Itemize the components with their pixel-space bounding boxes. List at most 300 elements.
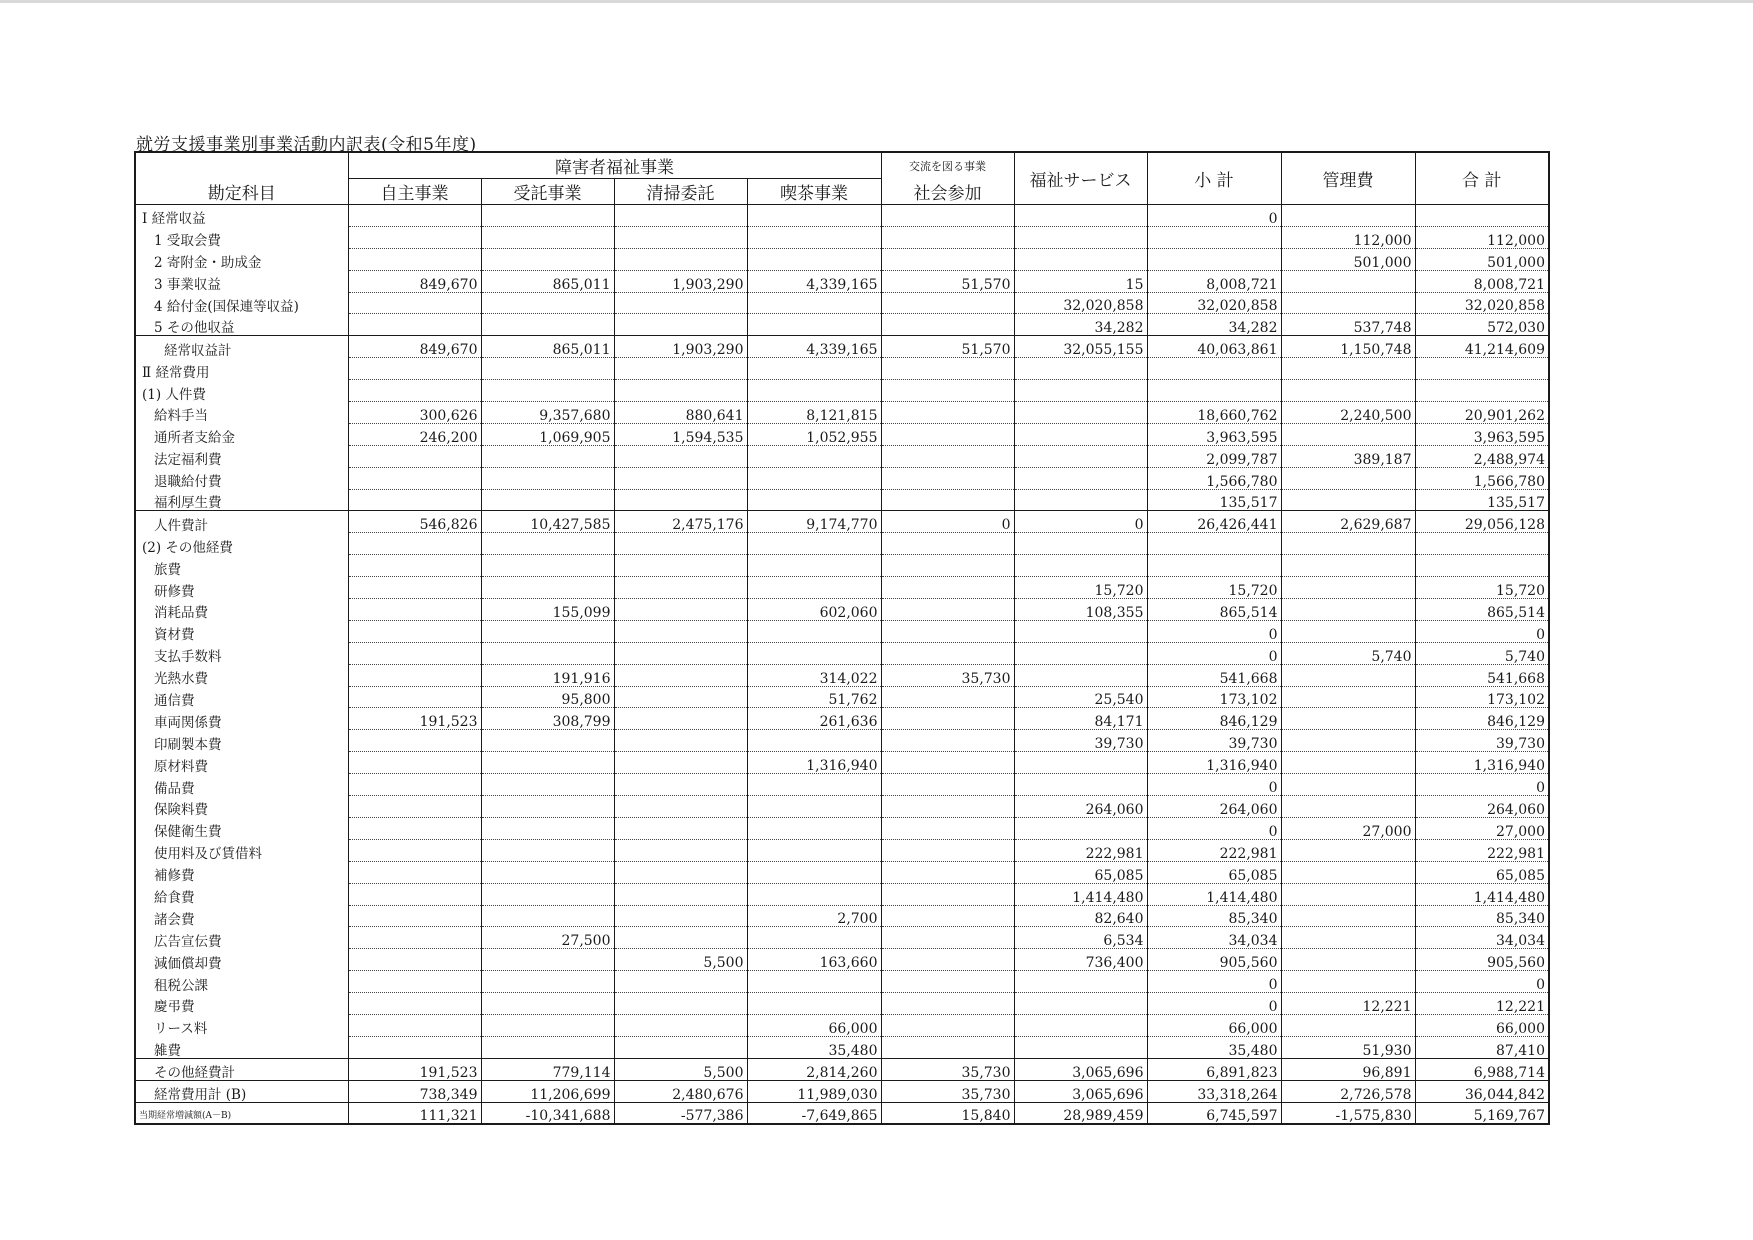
value-cell <box>614 993 747 1015</box>
row-label: 福利厚生費 <box>135 489 348 511</box>
value-cell <box>1281 927 1415 949</box>
value-cell: 0 <box>1147 205 1281 227</box>
value-cell: 314,022 <box>747 664 881 686</box>
value-cell: 27,000 <box>1415 817 1549 839</box>
value-cell <box>1281 270 1415 292</box>
value-cell: 65,085 <box>1415 861 1549 883</box>
row-label: 使用料及び賃借料 <box>135 839 348 861</box>
value-cell <box>348 577 481 599</box>
value-cell <box>481 993 614 1015</box>
value-cell <box>1014 423 1147 445</box>
table-row <box>135 511 1549 533</box>
value-cell <box>1281 1014 1415 1036</box>
value-cell: 32,020,858 <box>1014 292 1147 314</box>
row-label: Ⅱ 経常費用 <box>135 358 348 380</box>
value-cell: 34,034 <box>1147 927 1281 949</box>
table-row <box>135 226 1549 248</box>
value-cell <box>881 774 1014 796</box>
value-cell: 2,480,676 <box>614 1080 747 1102</box>
table-row <box>135 927 1549 949</box>
value-cell <box>1281 577 1415 599</box>
table-row <box>135 664 1549 686</box>
value-cell: 8,121,815 <box>747 402 881 424</box>
value-cell <box>481 774 614 796</box>
value-cell: 2,099,787 <box>1147 445 1281 467</box>
value-cell <box>1281 708 1415 730</box>
value-cell <box>614 226 747 248</box>
value-cell: 15,720 <box>1147 577 1281 599</box>
value-cell <box>1415 380 1549 402</box>
value-cell: 191,916 <box>481 664 614 686</box>
value-cell <box>881 555 1014 577</box>
value-cell <box>481 577 614 599</box>
value-cell <box>1281 686 1415 708</box>
value-cell <box>481 1036 614 1058</box>
value-cell <box>481 1014 614 1036</box>
value-cell <box>881 467 1014 489</box>
value-cell: 3,065,696 <box>1014 1058 1147 1080</box>
value-cell <box>348 1036 481 1058</box>
value-cell <box>348 949 481 971</box>
value-cell <box>1281 380 1415 402</box>
value-cell <box>614 774 747 796</box>
value-cell <box>1014 467 1147 489</box>
value-cell: 51,570 <box>881 336 1014 358</box>
value-cell <box>881 577 1014 599</box>
row-label: 車両関係費 <box>135 708 348 730</box>
value-cell <box>1014 1014 1147 1036</box>
value-cell: 1,594,535 <box>614 423 747 445</box>
value-cell: 2,726,578 <box>1281 1080 1415 1102</box>
value-cell: 572,030 <box>1415 314 1549 336</box>
value-cell <box>481 861 614 883</box>
value-cell <box>1281 664 1415 686</box>
value-cell <box>747 993 881 1015</box>
row-label: 補修費 <box>135 861 348 883</box>
row-label: 旅費 <box>135 555 348 577</box>
value-cell <box>1281 730 1415 752</box>
value-cell: 1,414,480 <box>1147 883 1281 905</box>
value-cell <box>614 752 747 774</box>
value-cell <box>348 730 481 752</box>
value-cell: 6,745,597 <box>1147 1102 1281 1124</box>
table-row <box>135 796 1549 818</box>
value-cell: 261,636 <box>747 708 881 730</box>
value-cell: 264,060 <box>1415 796 1549 818</box>
value-cell <box>1281 423 1415 445</box>
value-cell <box>481 620 614 642</box>
value-cell: 602,060 <box>747 599 881 621</box>
value-cell: 541,668 <box>1415 664 1549 686</box>
value-cell <box>747 205 881 227</box>
value-cell: 85,340 <box>1147 905 1281 927</box>
header-row-groups <box>135 152 1549 179</box>
value-cell: 12,221 <box>1415 993 1549 1015</box>
value-cell <box>348 467 481 489</box>
value-cell: 3,963,595 <box>1415 423 1549 445</box>
row-label: 人件費計 <box>135 511 348 533</box>
value-cell <box>1014 664 1147 686</box>
value-cell: 35,730 <box>881 1080 1014 1102</box>
value-cell <box>614 664 747 686</box>
value-cell <box>481 642 614 664</box>
row-label: 保険料費 <box>135 796 348 818</box>
table-row <box>135 358 1549 380</box>
value-cell: 865,011 <box>481 336 614 358</box>
value-cell <box>1415 205 1549 227</box>
row-label: 雑費 <box>135 1036 348 1058</box>
value-cell: 300,626 <box>348 402 481 424</box>
value-cell <box>1281 292 1415 314</box>
value-cell <box>614 905 747 927</box>
value-cell: 9,357,680 <box>481 402 614 424</box>
value-cell <box>747 358 881 380</box>
value-cell: 537,748 <box>1281 314 1415 336</box>
value-cell <box>614 489 747 511</box>
row-label: 保健衛生費 <box>135 817 348 839</box>
table-row <box>135 1080 1549 1102</box>
account-header <box>135 152 348 205</box>
value-cell <box>1014 1036 1147 1058</box>
value-cell <box>348 380 481 402</box>
value-cell <box>614 205 747 227</box>
value-cell: 5,169,767 <box>1415 1102 1549 1124</box>
value-cell <box>481 533 614 555</box>
value-cell: 5,500 <box>614 1058 747 1080</box>
value-cell <box>881 314 1014 336</box>
table-row <box>135 993 1549 1015</box>
value-cell <box>881 642 1014 664</box>
value-cell: 66,000 <box>1415 1014 1549 1036</box>
value-cell <box>1014 993 1147 1015</box>
row-label: Ⅰ 経常収益 <box>135 205 348 227</box>
value-cell: 5,740 <box>1415 642 1549 664</box>
value-cell <box>1014 555 1147 577</box>
value-cell <box>348 205 481 227</box>
row-label: 退職給付費 <box>135 467 348 489</box>
value-cell <box>614 358 747 380</box>
value-cell <box>348 314 481 336</box>
value-cell <box>1415 533 1549 555</box>
value-cell: 155,099 <box>481 599 614 621</box>
value-cell: 40,063,861 <box>1147 336 1281 358</box>
table-row <box>135 620 1549 642</box>
table-row <box>135 817 1549 839</box>
value-cell <box>747 555 881 577</box>
value-cell <box>1281 774 1415 796</box>
value-cell: 51,930 <box>1281 1036 1415 1058</box>
table-row <box>135 205 1549 227</box>
value-cell: 264,060 <box>1014 796 1147 818</box>
value-cell: 246,200 <box>348 423 481 445</box>
value-cell: 36,044,842 <box>1415 1080 1549 1102</box>
value-cell: 25,540 <box>1014 686 1147 708</box>
value-cell <box>481 380 614 402</box>
value-cell <box>747 796 881 818</box>
value-cell: 82,640 <box>1014 905 1147 927</box>
value-cell <box>481 226 614 248</box>
value-cell <box>881 599 1014 621</box>
row-label: 通所者支給金 <box>135 423 348 445</box>
table-row <box>135 423 1549 445</box>
value-cell <box>747 817 881 839</box>
value-cell: 112,000 <box>1281 226 1415 248</box>
value-cell <box>747 248 881 270</box>
row-label: 給料手当 <box>135 402 348 424</box>
value-cell <box>747 314 881 336</box>
value-cell <box>881 927 1014 949</box>
row-label: 消耗品費 <box>135 599 348 621</box>
value-cell <box>881 949 1014 971</box>
jishu-header: 自主事業 <box>348 179 481 205</box>
value-cell <box>614 533 747 555</box>
value-cell <box>348 752 481 774</box>
value-cell <box>1281 205 1415 227</box>
value-cell: 738,349 <box>348 1080 481 1102</box>
table-row <box>135 336 1549 358</box>
value-cell <box>481 555 614 577</box>
value-cell <box>1014 620 1147 642</box>
table-row <box>135 861 1549 883</box>
value-cell: 1,150,748 <box>1281 336 1415 358</box>
value-cell <box>1281 752 1415 774</box>
value-cell: 905,560 <box>1147 949 1281 971</box>
value-cell <box>1014 817 1147 839</box>
value-cell: 33,318,264 <box>1147 1080 1281 1102</box>
row-label: 支払手数料 <box>135 642 348 664</box>
value-cell: 39,730 <box>1014 730 1147 752</box>
value-cell <box>1281 949 1415 971</box>
table-row <box>135 577 1549 599</box>
fukushi-header: 福祉サービス <box>1014 152 1147 205</box>
value-cell <box>747 839 881 861</box>
value-cell: 32,020,858 <box>1415 292 1549 314</box>
value-cell <box>881 402 1014 424</box>
row-label: (1) 人件費 <box>135 380 348 402</box>
value-cell: 2,629,687 <box>1281 511 1415 533</box>
value-cell <box>348 555 481 577</box>
value-cell <box>1014 533 1147 555</box>
value-cell <box>1281 489 1415 511</box>
table-row <box>135 883 1549 905</box>
value-cell <box>348 358 481 380</box>
value-cell: 39,730 <box>1147 730 1281 752</box>
value-cell: -1,575,830 <box>1281 1102 1415 1124</box>
value-cell: 0 <box>1415 774 1549 796</box>
value-cell <box>348 927 481 949</box>
table-row <box>135 949 1549 971</box>
value-cell: 35,480 <box>747 1036 881 1058</box>
table-row <box>135 292 1549 314</box>
row-label: (2) その他経費 <box>135 533 348 555</box>
value-cell <box>747 489 881 511</box>
value-cell: 1,316,940 <box>1147 752 1281 774</box>
table-row <box>135 774 1549 796</box>
value-cell: 0 <box>1014 511 1147 533</box>
value-cell: 8,008,721 <box>1147 270 1281 292</box>
value-cell: 1,903,290 <box>614 336 747 358</box>
value-cell: 541,668 <box>1147 664 1281 686</box>
value-cell <box>348 489 481 511</box>
row-label: 1 受取会費 <box>135 226 348 248</box>
value-cell: 84,171 <box>1014 708 1147 730</box>
value-cell: 15 <box>1014 270 1147 292</box>
value-cell <box>881 752 1014 774</box>
table-row <box>135 402 1549 424</box>
value-cell <box>614 686 747 708</box>
value-cell <box>481 839 614 861</box>
value-cell <box>1014 752 1147 774</box>
total-header: 合 計 <box>1415 152 1549 205</box>
value-cell <box>614 971 747 993</box>
scan-edge <box>0 0 1753 3</box>
shakai-header: 社会参加 <box>881 179 1014 205</box>
row-label: 備品費 <box>135 774 348 796</box>
jutaku-header: 受託事業 <box>481 179 614 205</box>
value-cell: 34,282 <box>1014 314 1147 336</box>
activity-breakdown-table <box>134 151 1550 1125</box>
value-cell: 222,981 <box>1415 839 1549 861</box>
value-cell: 173,102 <box>1147 686 1281 708</box>
value-cell <box>747 861 881 883</box>
value-cell: 2,488,974 <box>1415 445 1549 467</box>
value-cell: 5,500 <box>614 949 747 971</box>
value-cell <box>747 620 881 642</box>
value-cell <box>614 577 747 599</box>
value-cell: 85,340 <box>1415 905 1549 927</box>
value-cell <box>348 883 481 905</box>
value-cell <box>1415 555 1549 577</box>
value-cell <box>881 205 1014 227</box>
value-cell <box>348 292 481 314</box>
value-cell: 12,221 <box>1281 993 1415 1015</box>
value-cell <box>1147 226 1281 248</box>
value-cell: 2,700 <box>747 905 881 927</box>
value-cell: 0 <box>1147 620 1281 642</box>
value-cell <box>481 905 614 927</box>
value-cell: 39,730 <box>1415 730 1549 752</box>
table-row <box>135 708 1549 730</box>
value-cell <box>1147 533 1281 555</box>
value-cell <box>747 883 881 905</box>
value-cell <box>348 774 481 796</box>
row-label: その他経費計 <box>135 1058 348 1080</box>
value-cell <box>1147 555 1281 577</box>
value-cell <box>614 248 747 270</box>
value-cell: 51,762 <box>747 686 881 708</box>
table-row <box>135 270 1549 292</box>
value-cell: 1,903,290 <box>614 270 747 292</box>
value-cell: 87,410 <box>1415 1036 1549 1058</box>
value-cell <box>481 949 614 971</box>
value-cell: 2,814,260 <box>747 1058 881 1080</box>
value-cell <box>614 314 747 336</box>
row-label: 経常収益計 <box>135 336 348 358</box>
value-cell <box>747 577 881 599</box>
value-cell: 108,355 <box>1014 599 1147 621</box>
value-cell: 35,480 <box>1147 1036 1281 1058</box>
value-cell <box>881 226 1014 248</box>
account-header-label: 勘定科目 <box>207 184 276 204</box>
value-cell <box>1014 445 1147 467</box>
table-row <box>135 686 1549 708</box>
table-row <box>135 467 1549 489</box>
kanri-header: 管理費 <box>1281 152 1415 205</box>
value-cell: 9,174,770 <box>747 511 881 533</box>
value-cell <box>881 839 1014 861</box>
value-cell <box>614 380 747 402</box>
value-cell: 173,102 <box>1415 686 1549 708</box>
value-cell <box>481 971 614 993</box>
row-label: 減価償却費 <box>135 949 348 971</box>
value-cell <box>881 708 1014 730</box>
table-row <box>135 314 1549 336</box>
value-cell <box>348 642 481 664</box>
row-label: リース料 <box>135 1014 348 1036</box>
value-cell <box>881 1014 1014 1036</box>
value-cell <box>348 905 481 927</box>
table-row <box>135 380 1549 402</box>
value-cell: 15,720 <box>1415 577 1549 599</box>
value-cell <box>1147 248 1281 270</box>
value-cell <box>348 686 481 708</box>
value-cell: 546,826 <box>348 511 481 533</box>
value-cell <box>614 1036 747 1058</box>
value-cell: 34,034 <box>1415 927 1549 949</box>
row-label: 当期経常増減額(A－B) <box>135 1102 348 1124</box>
value-cell <box>348 861 481 883</box>
value-cell: 5,740 <box>1281 642 1415 664</box>
value-cell: 28,989,459 <box>1014 1102 1147 1124</box>
value-cell: 135,517 <box>1147 489 1281 511</box>
value-cell: 0 <box>1147 971 1281 993</box>
value-cell: 41,214,609 <box>1415 336 1549 358</box>
value-cell <box>481 489 614 511</box>
value-cell: 0 <box>881 511 1014 533</box>
table-row <box>135 489 1549 511</box>
value-cell <box>747 445 881 467</box>
kissa-header: 喫茶事業 <box>747 179 881 205</box>
value-cell <box>747 642 881 664</box>
value-cell <box>1147 380 1281 402</box>
value-cell <box>881 248 1014 270</box>
value-cell: 10,427,585 <box>481 511 614 533</box>
value-cell <box>881 358 1014 380</box>
value-cell <box>348 664 481 686</box>
row-label: 研修費 <box>135 577 348 599</box>
row-label: 原材料費 <box>135 752 348 774</box>
value-cell: 95,800 <box>481 686 614 708</box>
value-cell: 11,206,699 <box>481 1080 614 1102</box>
value-cell <box>614 445 747 467</box>
value-cell: 4,339,165 <box>747 336 881 358</box>
value-cell: 389,187 <box>1281 445 1415 467</box>
row-label: 租税公課 <box>135 971 348 993</box>
value-cell: 65,085 <box>1147 861 1281 883</box>
value-cell <box>1281 358 1415 380</box>
value-cell: 3,963,595 <box>1147 423 1281 445</box>
value-cell <box>881 292 1014 314</box>
value-cell <box>614 642 747 664</box>
value-cell: 27,000 <box>1281 817 1415 839</box>
value-cell: 26,426,441 <box>1147 511 1281 533</box>
value-cell <box>881 380 1014 402</box>
value-cell <box>348 248 481 270</box>
table-row <box>135 642 1549 664</box>
value-cell <box>614 927 747 949</box>
value-cell: 111,321 <box>348 1102 481 1124</box>
value-cell <box>348 993 481 1015</box>
